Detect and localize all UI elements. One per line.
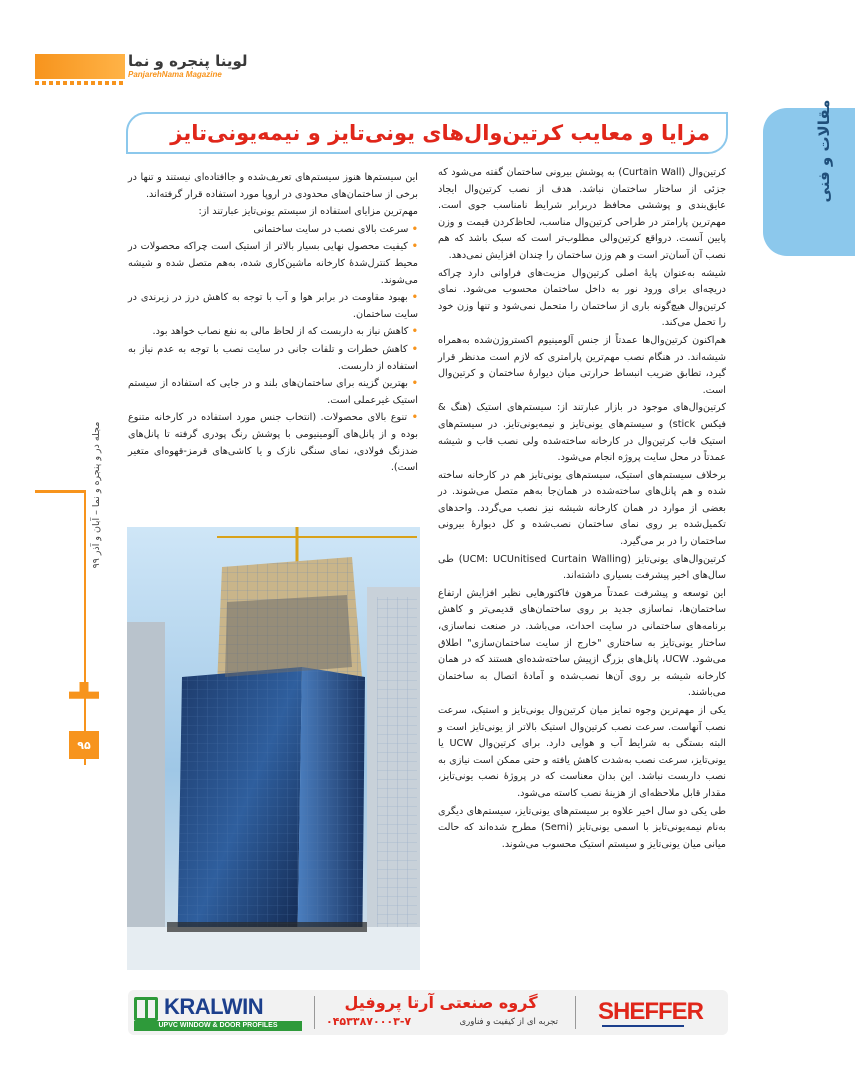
company-name: گروه صنعتی آرتا پروفیل [344, 993, 538, 1012]
kralwin-tagline: UPVC WINDOW & DOOR PROFILES [134, 1021, 302, 1031]
article-title: مزایا و معایب کرتین‌وال‌های یونی‌تایز و نیمه‌یونی‌تایز [170, 121, 710, 145]
paragraph: این توسعه و پیشرفت عمدتاً مرهون فاکتورهایی نظیر افزایش ارتفاع ساختمان‌ها، نماسازی جدید بر روی ساختمان‌های قدیمی‌تر و کاهش برنامه‌های ساختمانی در سایت احداث، می‌باشد. در صنعت نماسازی، ساختار یونی‌تایز به ساختاری "خارج از سایت ساختمان‌سازی" اطلاق می‌شود. UCW، پانل‌های بزرگ ازپیش ساخته‌شده‌ای هستند که در همان کارخانه شیشه بر روی آن‌ها نصب‌شده و آمادهٔ اتصال به ساختمان می‌باشند. [438, 587, 727, 699]
ad-divider [314, 996, 315, 1029]
window-frame-icon [134, 997, 158, 1021]
magazine-logo-persian: لوینا پنجره و نما [128, 52, 248, 70]
issue-meta: مجله در و پنجره و نما – آبان و آذر ۹۹ [91, 421, 102, 569]
magazine-logo[interactable] [128, 52, 268, 86]
magazine-logo-english: PanjarehNama Magazine [128, 70, 222, 79]
category-tab [763, 99, 855, 256]
paragraph: طی یکی دو سال اخیر علاوه بر سیستم‌های یونی‌تایز، سیستم‌های دیگری به‌نام نیمه‌یونی‌تایز با اسمی یونی‌تایز (Semi) مطرح شده‌اند که حالت میانی میان یونی‌تایز و سیستم استیک محسوب می‌شوند. [438, 805, 726, 850]
building-illustration [127, 527, 420, 970]
article-left-column [128, 170, 418, 478]
paragraph: هم‌اکنون کرتین‌وال‌ها عمدتاً از جنس آلومینیوم اکستروژن‌شده به‌همراه شیشه‌اند. در هنگام نصب مهم‌ترین پارامتری که لازم است مدنظر قرار گیرد، تطابق ضریب انبساط حرارتی میان دیوارهٔ ساختمان و کرتین‌وال است. [438, 334, 726, 396]
company-phone[interactable]: ۰۴۵۳۳۸۷۰۰۰۳-۷ [326, 1015, 412, 1028]
building-photo [127, 527, 420, 970]
advantages-heading: مهم‌ترین مزایای استفاده از سیستم یونی‌تایز عبارتند از: [198, 206, 418, 218]
paragraph: این سیستم‌ها هنوز سیستم‌های تعریف‌شده و جاافتاده‌ای نیستند و تنها در برخی از ساختمان‌های محدودی در اروپا مورد استفاده قرار گرفته‌اند. [128, 172, 418, 200]
paragraph: کرتین‌وال‌های موجود در بازار عبارتند از: سیستم‌های استیک (هنگ & فیکس stick) و سیستم‌های یونی‌تایز و نیمه‌یونی‌تایز. در سیستم‌های استیک قاب کرتین‌وال در کارخانه ساخته‌شده ولی نصب قاب و شیشه عمدتاً در محل سایت پروژه انجام می‌شود. [438, 402, 726, 464]
advantage-item: • بهبود مقاومت در برابر هوا و آب با توجه به کاهش درز در زیرندی در سایت ساختمان. [128, 290, 418, 323]
advantage-item: • بهترین گزینه برای ساختمان‌های بلند و در جایی که استفاده از سیستم استیک غیرعملی است. [128, 376, 418, 409]
paragraph: برخلاف سیستم‌های استیک، سیستم‌های یونی‌تایز هم در کارخانه ساخته شده و هم پانل‌های ساخته‌شده در همان‌جا به‌هم متصل می‌شوند. در بعضی از موارد در همان کارخانه شیشه نیز نصب می‌گردد. واحدهای تکمیل‌شده بر روی نمای ساختمان نصب‌شده و کل دیوارهٔ بیرونی ساختمان را در بر می‌گیرد. [438, 469, 726, 548]
page-number: ۹۵ [69, 731, 99, 759]
advantage-item: • کاهش خطرات و تلفات جانی در سایت نصب با توجه به عدم نیاز به استفاده از داربست. [128, 342, 418, 375]
margin-vertical-line [84, 490, 86, 765]
margin-accent-line [35, 490, 85, 493]
kralwin-wordmark: KRALWIN [164, 994, 264, 1019]
kralwin-logo[interactable] [134, 995, 304, 1031]
article-right-column [438, 165, 726, 854]
advantage-item: • کیفیت محصول نهایی بسیار بالاتر از استیک است چراکه محصولات در محیط کنترل‌شدهٔ کارخانه ماشین‌کاری شده، به‌هم متصل شده و شیشه می‌شوند. [128, 239, 418, 289]
street-snow [127, 927, 420, 970]
sheffer-logo[interactable]: SHEFFER [598, 998, 704, 1025]
advantage-item: • سرعت بالای نصب در سایت ساختمانی [128, 222, 418, 239]
article-title-box [126, 112, 728, 154]
paragraph: شیشه به‌عنوان پایهٔ اصلی کرتین‌وال مزیت‌های فراوانی دارد چراکه دریچه‌ای برای ورود نور به داخل ساختمان محسوب می‌شود. نمای کرتین‌وال هیچ‌گونه باری از ساختمان را متحمل نمی‌شود و تنها وزن خود را تحمل می‌کند. [438, 267, 726, 329]
advantage-item: • تنوع بالای محصولات. (انتخاب جنس مورد استفاده در کارخانه متنوع بوده و از پانل‌های آلومینیومی با پوشش رنگ پودری گرفته تا پانل‌های ضدزنگ فولادی، نمای سنگی نازک و یا کاشی‌های قرمز-قهوه‌ای متغیر است). [128, 410, 418, 476]
paragraph: یکی از مهم‌ترین وجوه تمایز میان کرتین‌وال یونی‌تایز و استیک، سرعت نصب آنهاست. سرعت نصب کرتین‌وال استیک بالاتر از یونی‌تایز است و البته بستگی به شرایط آب و هوایی دارد. برای کرتین‌وال UCW یا یونی‌تایز، سرعت نصب به‌شدت کاهش یافته و حتی ممکن است نیازی به نصب داربست نباشد. این بدان معناست که در پروژهٔ نصب یونی‌تایز، مقدار قابل ملاحظه‌ای از هزینهٔ نصب کاسته می‌شود. [438, 705, 726, 799]
paragraph: کرتین‌وال‌های یونی‌تایز (UCM: UCUnitised Curtain Walling) طی سال‌های اخیر پیشرفت بسیاری داشته‌اند. [438, 553, 726, 582]
advantage-item: • کاهش نیاز به داربست که از لحاظ مالی به نفع نصاب خواهد بود. [128, 324, 418, 341]
company-slogan: تجربه ای از کیفیت و فناوری [459, 1017, 558, 1027]
paragraph: کرتین‌وال (Curtain Wall) به پوشش بیرونی ساختمان گفته می‌شود که جزئی از ساختار ساختمان نباشد. هدف از نصب کرتین‌وال ایجاد عایق‌بندی و پوششی محافظ دربرابر شرایط نامناسب جوی است. مهم‌ترین پارامتر در طراحی کرتین‌وال مناسب، لحاظ‌کردن قیمت و وزن پایین آنست. درواقع کرتین‌والی مطلوب‌تر است که سبک باشد که هم نصب آن آسان‌تر است و هم وزن ساختمان را چندان افزایش نمی‌دهد. [438, 167, 726, 261]
category-label: مقالات و فنی [815, 99, 833, 203]
header-color-stripe [35, 54, 125, 79]
footer-advertisement[interactable] [128, 990, 728, 1035]
left-neighbor-building [127, 622, 165, 970]
header-dot-stripe [35, 81, 125, 85]
ad-divider [575, 996, 576, 1029]
